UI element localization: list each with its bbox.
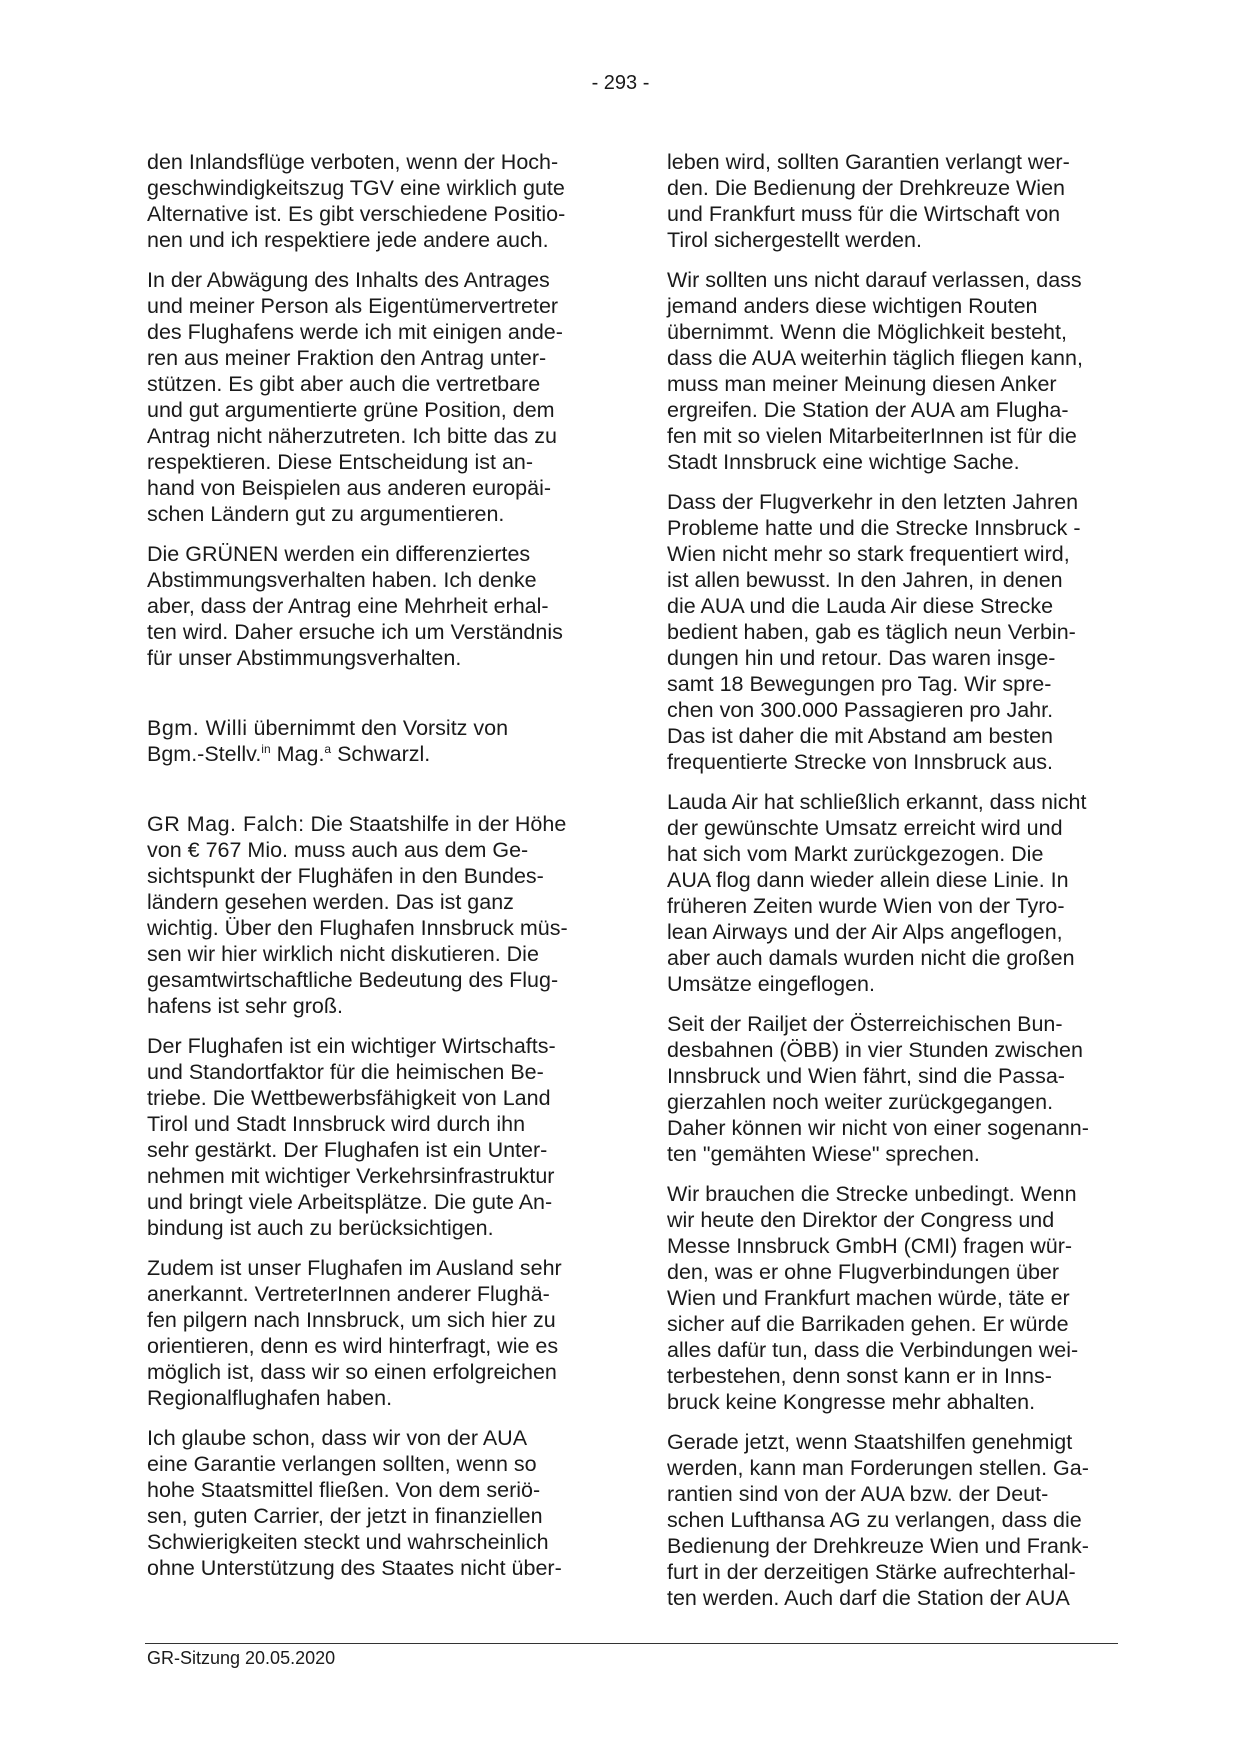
right-column <box>667 149 1113 1625</box>
speaker-name: GR Mag. Falch: <box>147 812 305 836</box>
paragraph: Gerade jetzt, wenn Staatshilfen genehmigt werden, kann man Forderungen stellen. Ga- rantien sind von der AUA bzw. der Deut- schen Lufthansa AG zu verlangen, dass die Bedienung der Drehkreuze Wien und Frank- furt in der derzeitigen Stärke aufrechterhal- ten werden. Auch darf die Station der AUA <box>667 1430 1089 1610</box>
footer-text: GR-Sitzung 20.05.2020 <box>147 1648 336 1668</box>
speech-paragraph <box>147 811 593 1019</box>
footer-divider <box>145 1643 1118 1644</box>
superscript: a <box>324 742 332 756</box>
chair-speaker-name: Bgm. Willi <box>147 716 248 740</box>
paragraph: Die GRÜNEN werden ein differenziertes Abstimmungsverhalten haben. Ich denke aber, dass der Antrag eine Mehrheit erhal- ten wird. Daher ersuche ich um Verständnis für unser Abstimmungsverhalten. <box>147 542 563 670</box>
paragraph: Lauda Air hat schließlich erkannt, dass nicht der gewünschte Umsatz erreicht wird und hat sich vom Markt zurückgezogen. Die AUA flog dann wieder allein diese Linie. In früheren Zeiten wurde Wien von der Tyro- lean Airways und der Air Alps angeflogen, aber auch damals wurden nicht die großen Umsätze eingeflogen. <box>667 790 1087 996</box>
paragraph: In der Abwägung des Inhalts des Antrages und meiner Person als Eigentümervertreter des Flughafens werde ich mit einigen ande- ren aus meiner Fraktion den Antrag unter- stützen. Es gibt aber auch die vertretbare und gut argumentierte grüne Position, dem Antrag nicht näherzutreten. Ich bitte das zu respektieren. Diese Entscheidung ist an- hand von Beispielen aus anderen europäi- schen Ländern gut zu argumentieren. <box>147 268 563 526</box>
paragraph: Der Flughafen ist ein wichtiger Wirtschafts- und Standortfaktor für die heimischen Be- triebe. Die Wettbewerbsfähigkeit von Land Tirol und Stadt Innsbruck wird durch ihn sehr gestärkt. Der Flughafen ist ein Unter- nehmen mit wichtiger Verkehrsinfrastruktur und bringt viele Arbeitsplätze. Die gute An- bindung ist auch zu berücksichtigen. <box>147 1034 556 1240</box>
paragraph: Ich glaube schon, dass wir von der AUA eine Garantie verlangen sollten, wenn so hohe Staatsmittel fließen. Von dem seriö- sen, guten Carrier, der jetzt in finanziellen Schwierigkeiten steckt und wahrscheinlich ohne Unterstützung des Staates nicht über- <box>147 1426 562 1580</box>
superscript: in <box>261 742 271 756</box>
paragraph: leben wird, sollten Garantien verlangt wer- den. Die Bedienung der Drehkreuze Wien und Frankfurt muss für die Wirtschaft von Tirol sichergestellt werden. <box>667 150 1070 252</box>
paragraph: den Inlandsflüge verboten, wenn der Hoch- geschwindigkeitszug TGV eine wirklich gute Alternative ist. Es gibt verschiedene Positio- nen und ich respektiere jede andere auch. <box>147 150 566 252</box>
chair-change-note <box>147 715 593 767</box>
chair-note-text: Mag. <box>270 742 325 766</box>
paragraph: Zudem ist unser Flughafen im Ausland sehr anerkannt. VertreterInnen anderer Flughä- fen pilgern nach Innsbruck, um sich hier zu orientieren, denn es wird hinterfragt, wie es möglich ist, dass wir so einen erfolgreichen Regionalflughafen haben. <box>147 1256 562 1410</box>
chair-note-text: übernimmt den Vorsitz von <box>247 716 509 740</box>
paragraph: Seit der Railjet der Österreichischen Bun- desbahnen (ÖBB) in vier Stunden zwischen Innsbruck und Wien fährt, sind die Passa- gierzahlen noch weiter zurückgegangen. Daher können wir nicht von einer sogenann- ten "gemähten Wiese" sprechen. <box>667 1012 1089 1166</box>
paragraph: Wir brauchen die Strecke unbedingt. Wenn wir heute den Direktor der Congress und Messe Innsbruck GmbH (CMI) fragen wür- den, was er ohne Flugverbindungen über Wien und Frankfurt machen würde, täte er sicher auf die Barrikaden gehen. Er würde alles dafür tun, dass die Verbindungen wei- terbestehen, denn sonst kann er in Inns- bruck keine Kongresse mehr abhalten. <box>667 1182 1079 1414</box>
page-number: - 293 - <box>591 72 650 94</box>
chair-note-text: Bgm.-Stellv. <box>147 742 262 766</box>
left-column <box>147 149 593 1595</box>
paragraph: Dass der Flugverkehr in den letzten Jahren Probleme hatte und die Strecke Innsbruck - Wien nicht mehr so stark frequentiert wird, ist allen bewusst. In den Jahren, in denen die AUA und die Lauda Air diese Strecke bedient haben, gab es täglich neun Verbin- dungen hin und retour. Das waren insge- samt 18 Bewegungen pro Tag. Wir spre- chen von 300.000 Passagieren pro Jahr. Das ist daher die mit Abstand am besten frequentierte Strecke von Innsbruck aus. <box>667 490 1081 774</box>
speech-text: Die Staatshilfe in der Höhe von € 767 Mio. muss auch aus dem Ge- sichtspunkt der Flughäfen in den Bundes- ländern gesehen werden. Das ist ganz wichtig. Über den Flughafen Innsbruck müs- sen wir hier wirklich nicht diskutieren. Die gesamtwirtschaftliche Bedeutung des Flug- hafens ist sehr groß. <box>147 812 568 1018</box>
paragraph: Wir sollten uns nicht darauf verlassen, dass jemand anders diese wichtigen Routen übernimmt. Wenn die Möglichkeit besteht, dass die AUA weiterhin täglich fliegen kann, muss man meiner Meinung diesen Anker ergreifen. Die Station der AUA am Flugha- fen mit so vielen MitarbeiterInnen ist für die Stadt Innsbruck eine wichtige Sache. <box>667 268 1083 474</box>
chair-note-text: Schwarzl. <box>331 742 431 766</box>
